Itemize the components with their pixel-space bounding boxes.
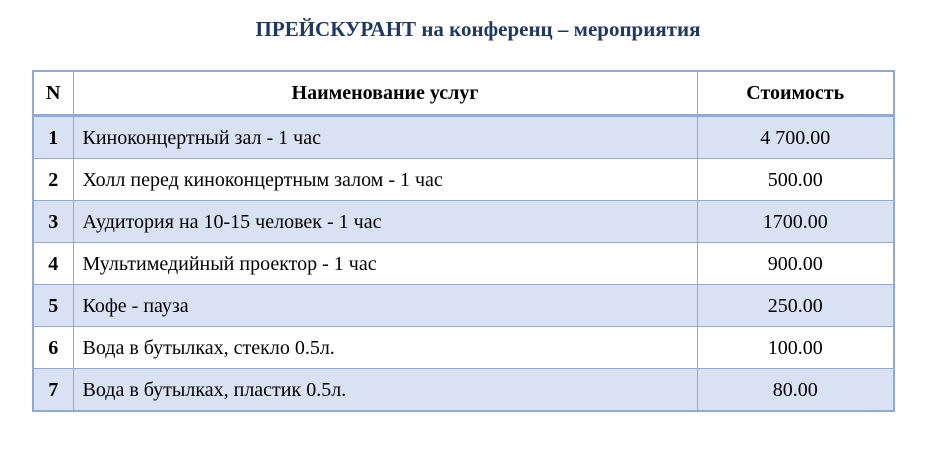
table-row	[33, 159, 894, 201]
header-number: N	[33, 71, 73, 116]
service-name: Мультимедийный проектор - 1 час	[73, 243, 697, 285]
row-number: 1	[33, 116, 73, 159]
table-header-row	[33, 71, 894, 116]
table-row	[33, 369, 894, 412]
service-price: 4 700.00	[697, 116, 894, 159]
table-row	[33, 285, 894, 327]
service-name: Кофе - пауза	[73, 285, 697, 327]
table-row	[33, 116, 894, 159]
row-number: 7	[33, 369, 73, 412]
service-price: 1700.00	[697, 201, 894, 243]
service-price: 900.00	[697, 243, 894, 285]
service-name: Вода в бутылках, пластик 0.5л.	[73, 369, 697, 412]
service-price: 100.00	[697, 327, 894, 369]
service-price: 500.00	[697, 159, 894, 201]
header-price: Стоимость	[697, 71, 894, 116]
row-number: 2	[33, 159, 73, 201]
service-name: Холл перед киноконцертным залом - 1 час	[73, 159, 697, 201]
row-number: 5	[33, 285, 73, 327]
table-row	[33, 201, 894, 243]
row-number: 4	[33, 243, 73, 285]
table-row	[33, 327, 894, 369]
page-title: ПРЕЙСКУРАНТ на конференц – мероприятия	[255, 17, 701, 41]
header-service: Наименование услуг	[73, 71, 697, 116]
service-name: Аудитория на 10-15 человек - 1 час	[73, 201, 697, 243]
service-name: Вода в бутылках, стекло 0.5л.	[73, 327, 697, 369]
row-number: 3	[33, 201, 73, 243]
price-table	[32, 70, 895, 412]
table-row	[33, 243, 894, 285]
service-price: 80.00	[697, 369, 894, 412]
service-name: Киноконцертный зал - 1 час	[73, 116, 697, 159]
service-price: 250.00	[697, 285, 894, 327]
row-number: 6	[33, 327, 73, 369]
